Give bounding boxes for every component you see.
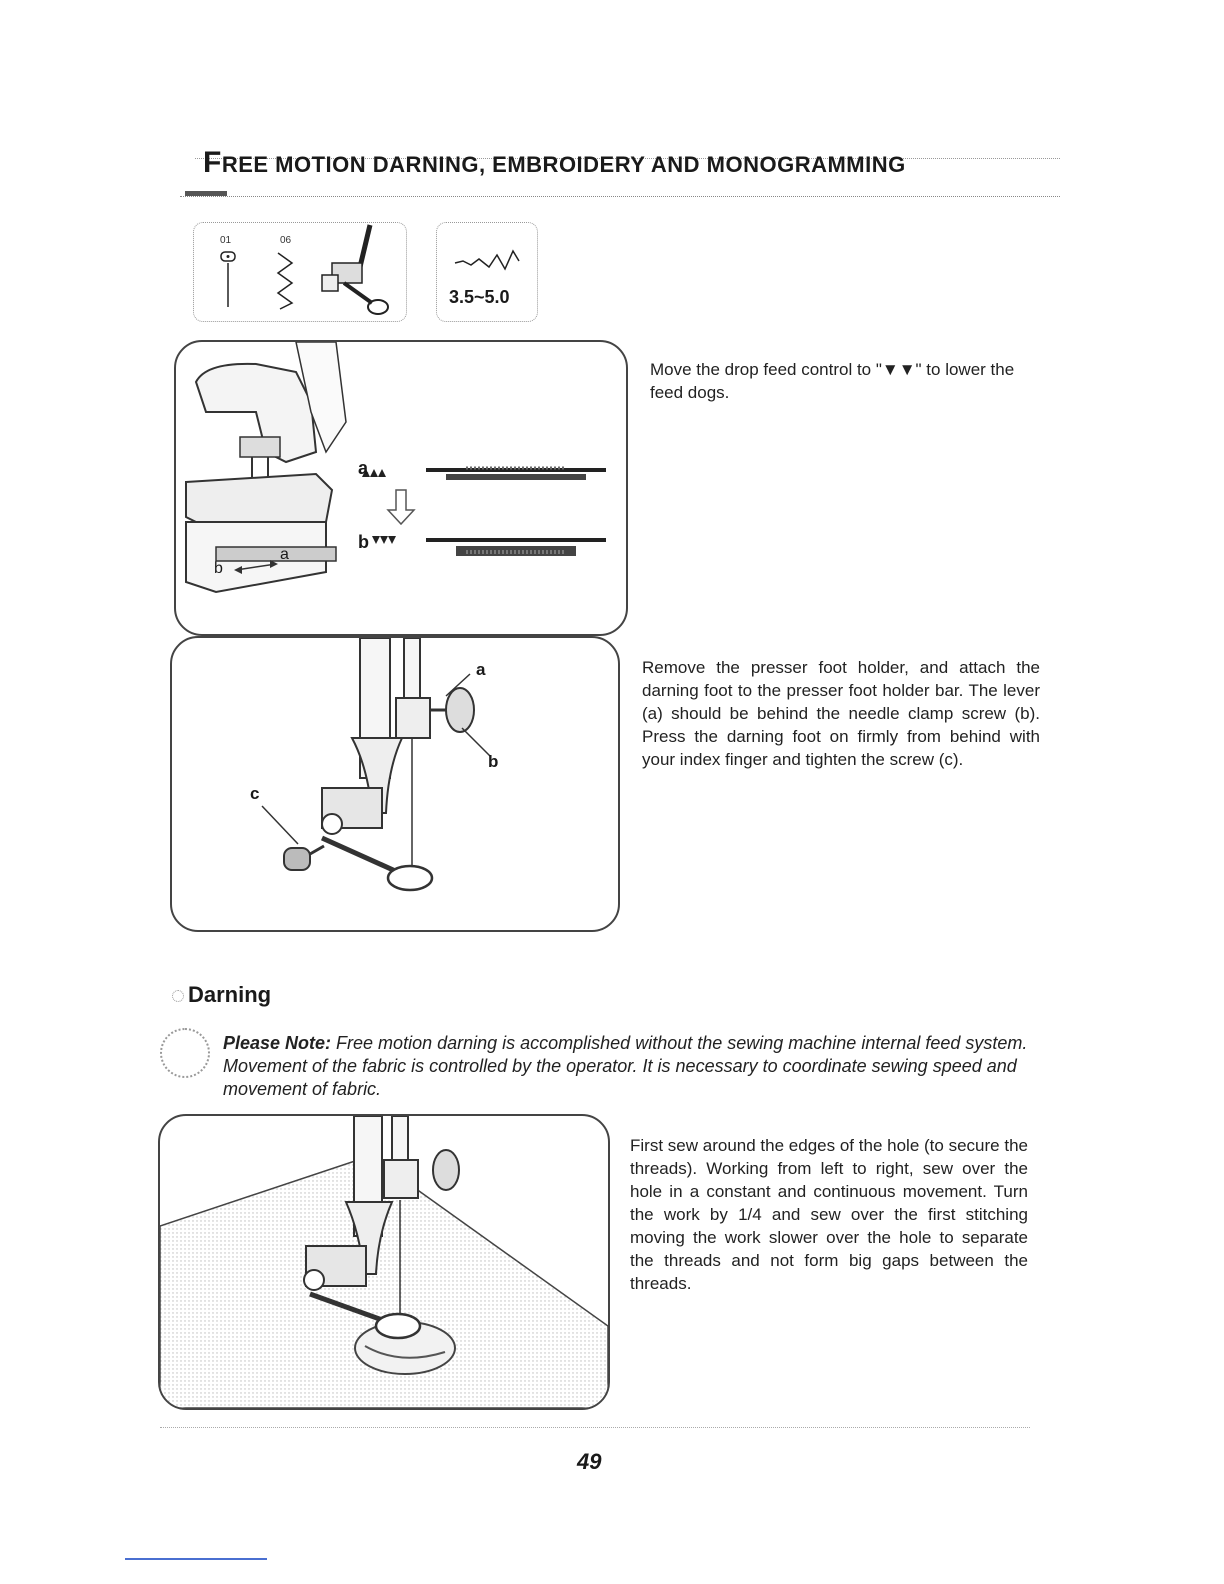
note-icon bbox=[160, 1028, 210, 1078]
page-title-rest: REE MOTION DARNING, EMBROIDERY AND MONOGRAMMING bbox=[221, 152, 906, 177]
attach-foot-instruction: Remove the presser foot holder, and attach the darning foot to the presser foot holder bar. The lever (a) should be behind the needle clamp screw (b). Press the darning foot on firmly from behind with your index finger and tighten the screw (c). bbox=[642, 658, 1040, 769]
pattern-settings-panel bbox=[193, 222, 407, 322]
stitch-length-panel bbox=[436, 222, 538, 322]
section-bullet bbox=[172, 990, 184, 1002]
lever-label-b: b bbox=[214, 560, 223, 577]
page-title-initial: F bbox=[203, 146, 222, 179]
note-text: Free motion darning is accomplished without the sewing machine internal feed system. Movement of the fabric is controlled by the operator. It is necessary to coordinate sewing speed and movement of fabric. bbox=[223, 1033, 1028, 1099]
stitch-length-icon bbox=[453, 245, 523, 275]
zigzag-stitch-icon bbox=[274, 251, 298, 311]
lever-label-a: a bbox=[280, 546, 289, 563]
header-bottom-rule bbox=[180, 196, 1060, 197]
footer-link-underline bbox=[125, 1558, 267, 1560]
darning-foot-drawing bbox=[172, 638, 618, 930]
please-note bbox=[223, 1032, 1043, 1101]
page-title bbox=[203, 146, 906, 180]
clamp-screw-label: b bbox=[488, 752, 499, 771]
pattern-number-01: 01 bbox=[220, 235, 232, 246]
straight-stitch-icon bbox=[214, 249, 244, 311]
screw-label: c bbox=[250, 784, 260, 803]
darning-foot-icon bbox=[314, 223, 404, 319]
darning-foot-illustration bbox=[170, 636, 620, 932]
drop-feed-illustration bbox=[174, 340, 628, 636]
stitch-length-value: 3.5~5.0 bbox=[449, 287, 510, 307]
footer-rule bbox=[160, 1427, 1030, 1428]
page-number: 49 bbox=[577, 1449, 602, 1474]
darning-illustration bbox=[158, 1114, 610, 1410]
pattern-number-06: 06 bbox=[280, 235, 292, 246]
drop-feed-instruction: Move the drop feed control to "▼▼" to lower the feed dogs. bbox=[650, 360, 1015, 402]
darning-heading: Darning bbox=[188, 982, 272, 1007]
feed-raised-label: a bbox=[358, 458, 369, 478]
note-label: Please Note: bbox=[223, 1033, 332, 1053]
lever-label: a bbox=[476, 660, 486, 679]
drop-feed-drawing bbox=[176, 342, 626, 634]
darning-drawing bbox=[160, 1116, 608, 1408]
darning-instructions: First sew around the edges of the hole (to secure the threads). Working from left to right, sew over the hole in a constant and continuous movement. Turn the work by 1/4 and sew over the first stitching moving the work slower over the hole to separate the threads and not form big gaps between the threads. bbox=[630, 1136, 1028, 1293]
feed-lowered-label: b bbox=[358, 532, 369, 552]
